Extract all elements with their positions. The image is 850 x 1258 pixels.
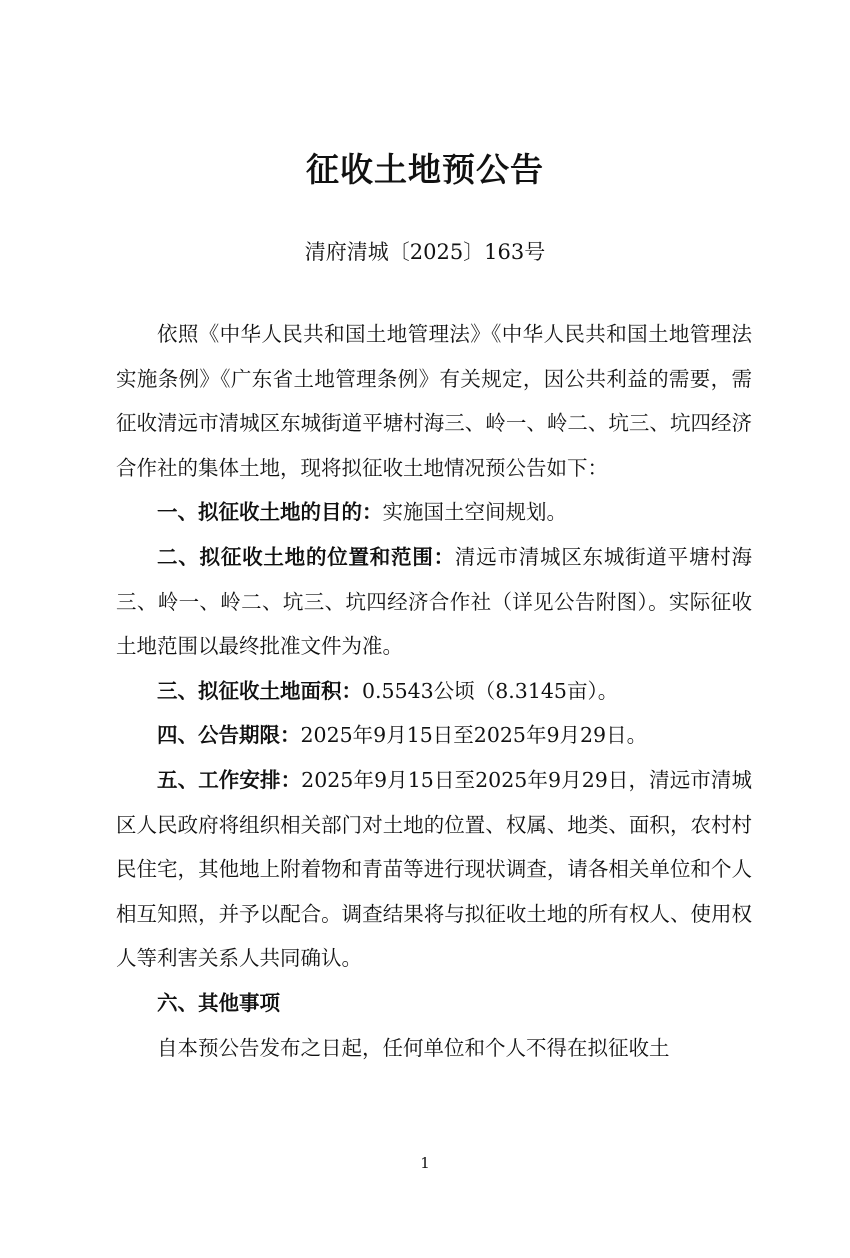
section-area — [116, 669, 752, 714]
section-location — [116, 535, 752, 669]
section-text: 2025年9月15日至2025年9月29日。 — [300, 723, 648, 748]
section-heading: 一、拟征收土地的目的： — [157, 500, 383, 525]
section-heading: 二、拟征收土地的位置和范围： — [157, 544, 455, 569]
document-body — [116, 312, 752, 1070]
page-number: 1 — [420, 1154, 430, 1172]
section-text: 2025年9月15日至2025年9月29日，清远市清城区人民政府将组织相关部门对土地的位置、权属、地类、面积，农村村民住宅，其他地上附着物和青苗等进行现状调查，请各相关单位和个人相互知照，并予以配合。调查结果将与拟征收土地的所有权人、使用权人等利害关系人共同确认。 — [116, 767, 752, 971]
page-title: 征收土地预公告 — [306, 150, 544, 189]
section-heading: 四、公告期限： — [157, 723, 301, 748]
section-text: 清远市清城区东城街道平塘村海三、岭一、岭二、坑三、坑四经济合作社（详见公告附图）。实际征收土地范围以最终批准文件为准。 — [116, 544, 753, 659]
section-heading: 六、其他事项 — [157, 990, 280, 1015]
document-number: 清府清城〔2025〕163号 — [304, 240, 546, 264]
section-heading: 三、拟征收土地面积： — [157, 678, 362, 703]
section-purpose — [116, 490, 752, 535]
section-other — [116, 981, 752, 1026]
section-text: 实施国土空间规划。 — [382, 500, 567, 525]
section-period — [116, 713, 752, 758]
intro-paragraph: 依照《中华人民共和国土地管理法》《中华人民共和国土地管理法实施条例》《广东省土地管理条例》有关规定，因公共利益的需要，需征收清远市清城区东城街道平塘村海三、岭一、岭二、坑三、坑四经济合作社的集体土地，现将拟征收土地情况预公告如下： — [116, 322, 752, 480]
section-arrangement — [116, 758, 752, 981]
section-text: 0.5543公顷（8.3145亩）。 — [362, 678, 619, 703]
section-heading: 五、工作安排： — [157, 767, 302, 792]
closing-paragraph: 自本预公告发布之日起，任何单位和个人不得在拟征收土 — [157, 1035, 670, 1060]
